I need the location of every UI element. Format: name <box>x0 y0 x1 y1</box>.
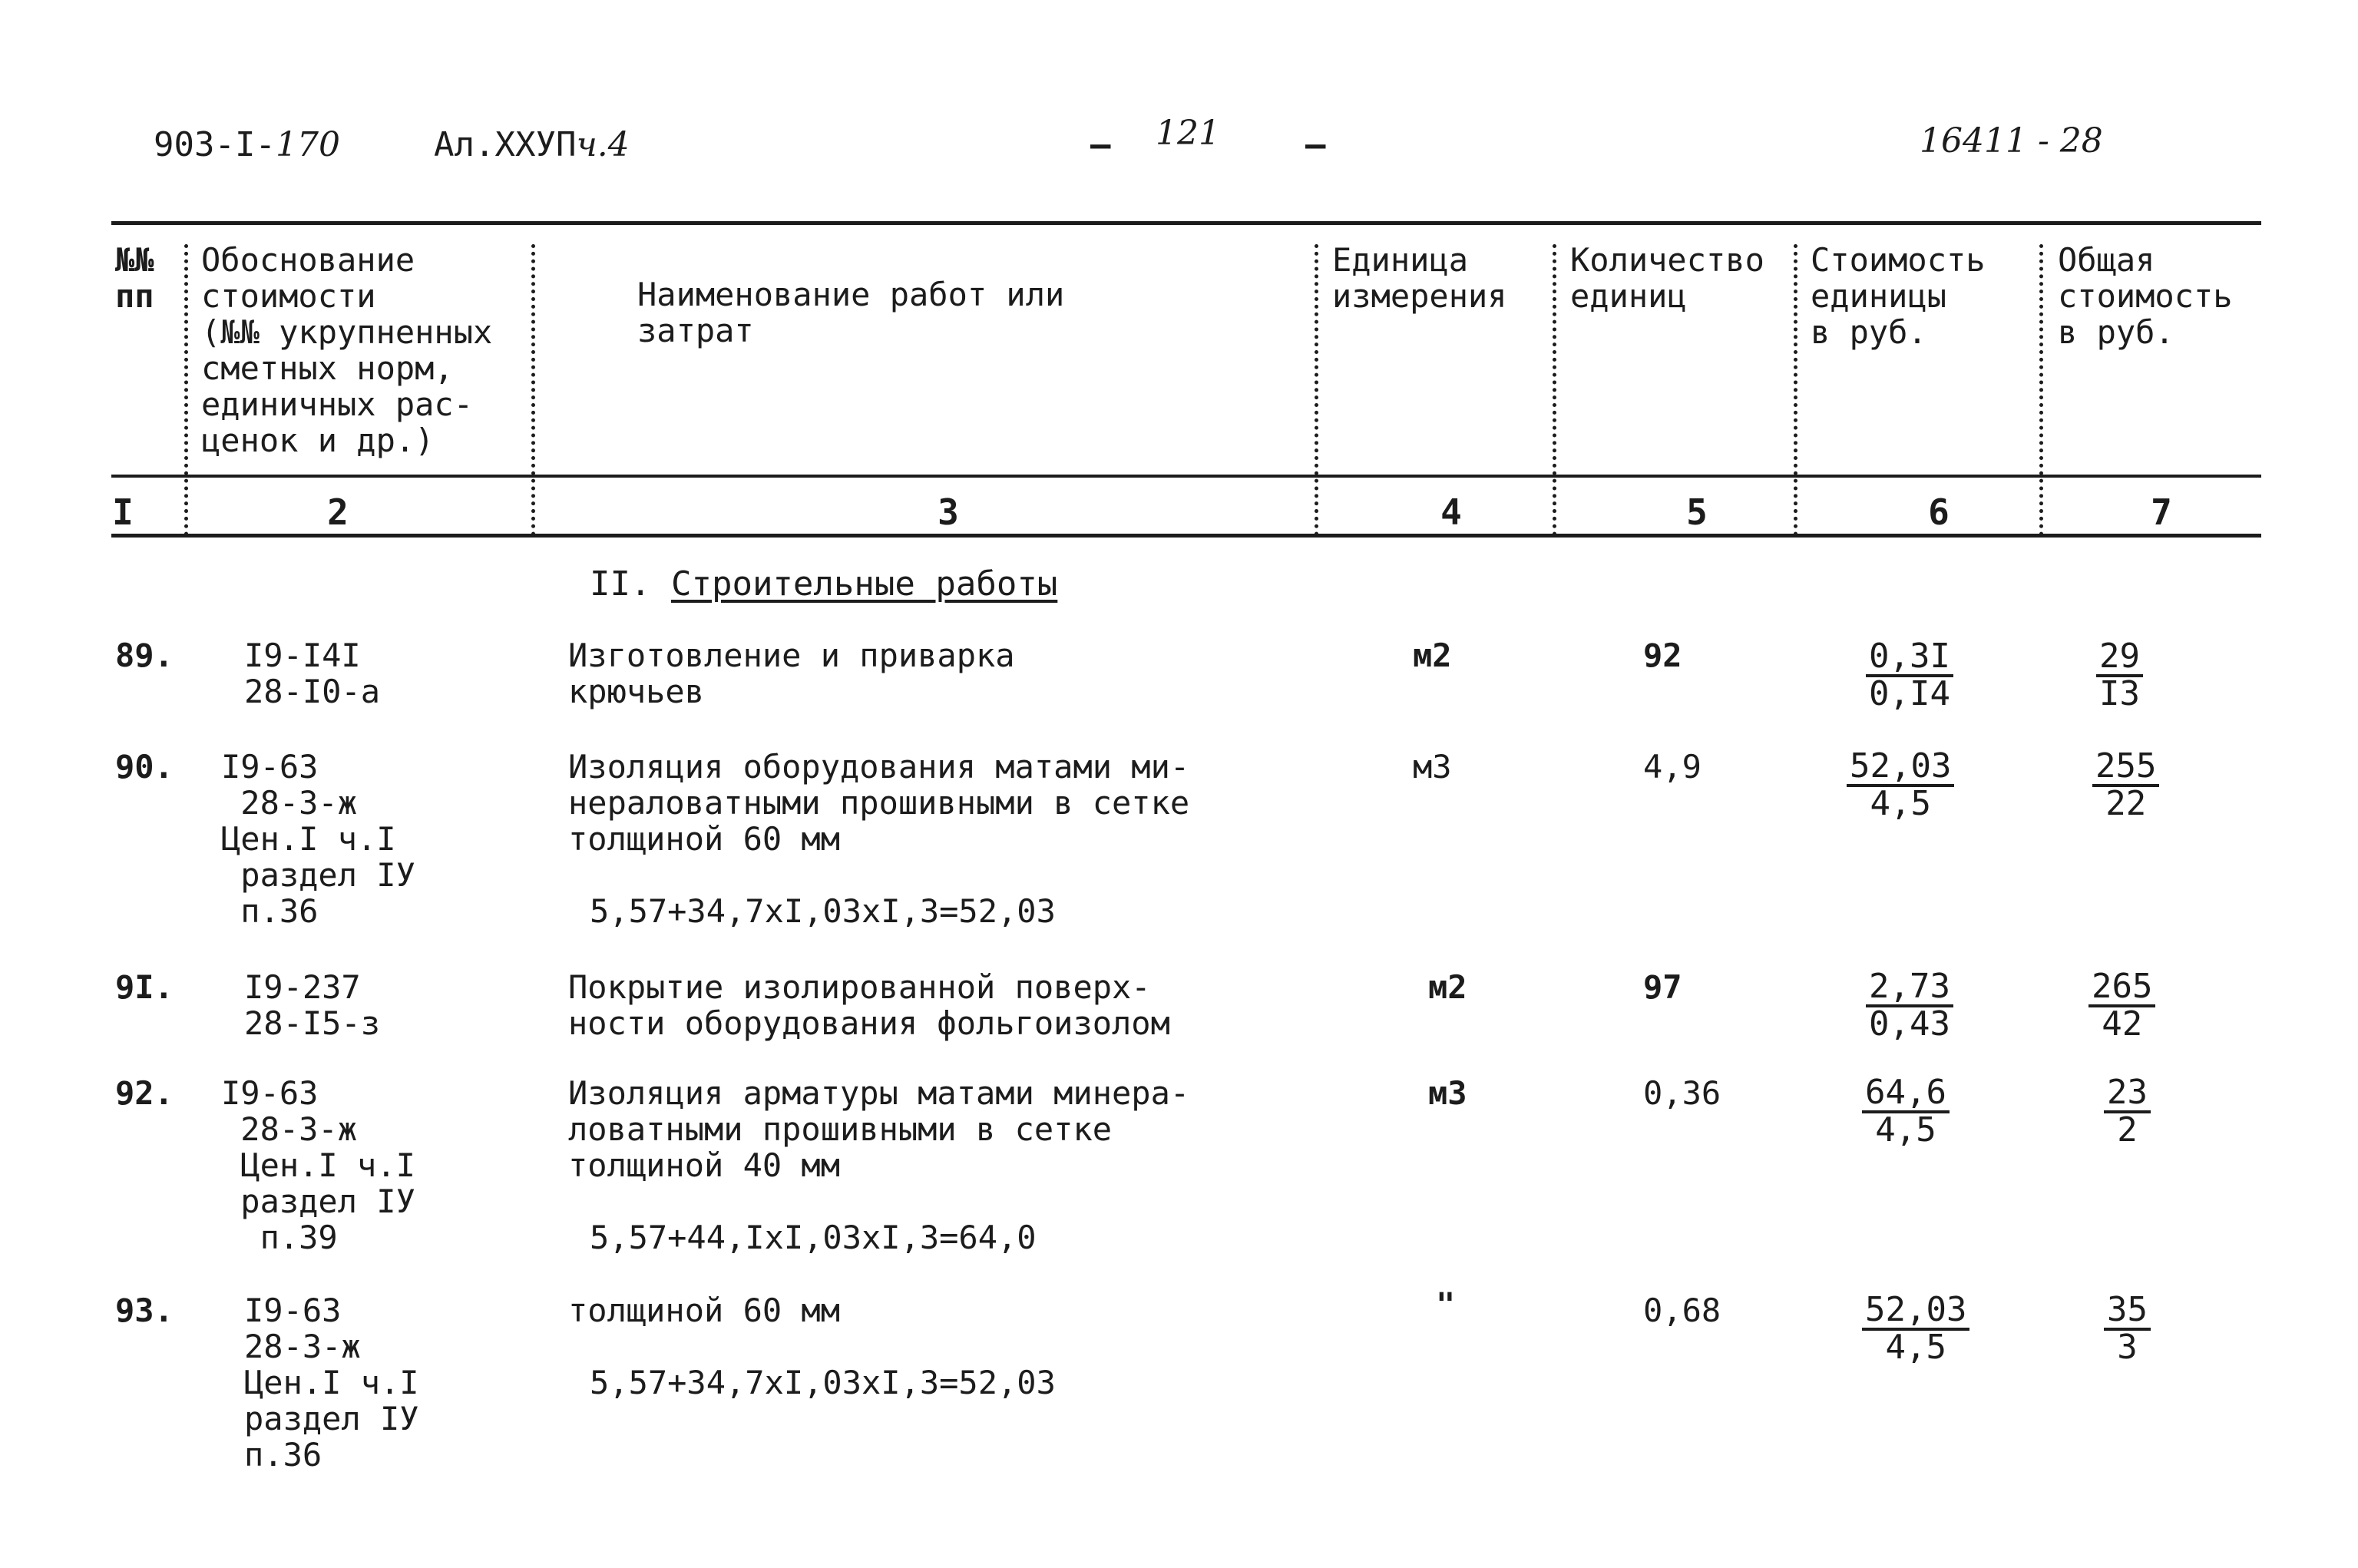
total-cost-numerator: 29 <box>2096 639 2143 677</box>
header-col-quantity: Количество единиц <box>1570 241 1764 315</box>
row-total-cost <box>2096 639 2143 711</box>
total-cost-numerator: 23 <box>2104 1075 2151 1113</box>
header-col-unit: Единица измерения <box>1332 241 1507 315</box>
total-cost-denominator: 2 <box>2117 1110 2138 1150</box>
table-top-rule <box>111 221 2261 225</box>
inventory-number: 16411 - 28 <box>1920 121 2103 160</box>
row-name: Изоляция арматуры матами минера- ловатными прошивными в сетке толщиной 40 мм <box>568 1074 1190 1184</box>
row-unit-ditto: " <box>1436 1285 1456 1323</box>
total-cost-numerator: 35 <box>2104 1292 2151 1331</box>
total-cost-denominator: 42 <box>2102 1004 2143 1044</box>
unit-cost-numerator: 2,73 <box>1866 969 1953 1007</box>
column-numbers-rule <box>111 534 2261 538</box>
row-unit: м2 <box>1413 637 1452 674</box>
section-title-prefix: II. <box>590 564 651 604</box>
row-name: Изоляция оборудования матами ми- нераловатными прошивными в сетке толщиной 60 мм <box>568 748 1190 858</box>
column-separator <box>1315 244 1326 536</box>
section-title-text: Строительные работы <box>670 564 1058 604</box>
row-quantity: 0,68 <box>1643 1292 1721 1329</box>
total-cost-denominator: 3 <box>2117 1328 2138 1367</box>
unit-cost-denominator: 0,43 <box>1869 1004 1950 1044</box>
header-col-name: Наименование работ или затрат <box>637 276 1065 349</box>
row-unit-cost <box>1862 1292 1969 1365</box>
row-number: 92. <box>115 1074 174 1112</box>
document-code <box>154 127 340 163</box>
column-separator <box>2039 244 2051 536</box>
row-quantity: 4,9 <box>1643 748 1702 786</box>
row-unit-cost <box>1862 1073 1950 1150</box>
column-number: I <box>112 491 134 533</box>
row-name: Изготовление и приварка крючьев <box>568 637 1015 710</box>
page-dash-right: – <box>1305 125 1326 164</box>
column-number: 6 <box>1928 491 1950 533</box>
row-unit: м2 <box>1428 968 1467 1006</box>
total-cost-numerator: 265 <box>2088 969 2155 1007</box>
total-cost-numerator: 255 <box>2092 749 2159 787</box>
header-col-total-cost: Общая стоимость в руб. <box>2058 241 2233 351</box>
row-number: 93. <box>115 1292 174 1329</box>
column-number: 5 <box>1686 491 1708 533</box>
row-total-cost <box>2104 1073 2151 1150</box>
header-col-number: №№ пп <box>115 241 154 315</box>
row-number: 90. <box>115 748 174 786</box>
page-number: 121 <box>1156 114 1220 153</box>
row-unit-cost <box>1866 639 1953 711</box>
header-col-basis: Обоснование стоимости (№№ укрупненных сметных норм, единичных рас- ценок и др.) <box>201 241 493 459</box>
unit-cost-denominator: 4,5 <box>1870 784 1931 823</box>
row-number: 89. <box>115 637 174 674</box>
column-separator <box>1794 244 1805 536</box>
unit-cost-numerator: 64,6 <box>1862 1075 1950 1113</box>
album-label-handwritten: ч.4 <box>576 125 630 164</box>
section-title <box>590 566 1057 602</box>
column-number: 7 <box>2151 491 2172 533</box>
header-col-unit-cost: Стоимость единицы в руб. <box>1811 241 1986 351</box>
row-quantity: 0,36 <box>1643 1074 1721 1112</box>
column-separator <box>531 244 543 536</box>
row-total-cost <box>2088 967 2155 1044</box>
row-unit-cost <box>1847 746 1954 823</box>
row-number: 9I. <box>115 968 174 1006</box>
row-unit: м3 <box>1428 1074 1467 1112</box>
row-quantity: 92 <box>1643 637 1682 674</box>
row-quantity: 97 <box>1643 968 1682 1006</box>
column-separator <box>1553 244 1564 536</box>
row-name: Покрытие изолированной поверх- ности оборудования фольгоизолом <box>568 968 1170 1042</box>
row-calculation: 5,57+44,IхI,03хI,3=64,0 <box>590 1219 1037 1256</box>
total-cost-denominator: I3 <box>2099 674 2140 713</box>
unit-cost-numerator: 52,03 <box>1847 749 1954 787</box>
row-unit-cost <box>1866 967 1953 1044</box>
unit-cost-denominator: 4,5 <box>1875 1110 1936 1150</box>
row-basis: I9-63 28-3-ж Цен.I ч.I раздел IУ п.36 <box>244 1292 419 1474</box>
column-number: 4 <box>1440 491 1462 533</box>
row-total-cost <box>2092 746 2159 823</box>
header-separator-rule <box>111 475 2261 478</box>
unit-cost-denominator: 0,I4 <box>1869 674 1950 713</box>
row-basis: I9-63 28-3-ж Цен.I ч.I раздел IУ п.36 <box>221 748 415 930</box>
unit-cost-denominator: 4,5 <box>1885 1328 1946 1367</box>
album-label-printed: Ал.XXУП <box>434 125 577 164</box>
column-separator <box>184 244 196 536</box>
row-total-cost <box>2104 1292 2151 1365</box>
row-calculation: 5,57+34,7хI,03хI,3=52,03 <box>590 1364 1056 1401</box>
row-name: толщиной 60 мм <box>568 1292 841 1329</box>
total-cost-denominator: 22 <box>2105 784 2147 823</box>
row-basis: I9-I4I 28-I0-а <box>244 637 381 710</box>
row-unit: м3 <box>1413 748 1452 786</box>
row-basis: I9-237 28-I5-з <box>244 968 381 1042</box>
unit-cost-numerator: 52,03 <box>1862 1292 1969 1331</box>
row-basis: I9-63 28-3-ж Цен.I ч.I раздел IУ п.39 <box>221 1074 415 1256</box>
page-dash-left: – <box>1090 125 1111 164</box>
document-code-handwritten: 170 <box>275 125 340 164</box>
column-number: 2 <box>327 491 349 533</box>
album-label <box>434 127 630 163</box>
unit-cost-numerator: 0,3I <box>1866 639 1953 677</box>
column-number: 3 <box>938 491 959 533</box>
document-code-printed: 903-I- <box>154 125 276 164</box>
row-calculation: 5,57+34,7хI,03хI,3=52,03 <box>590 892 1056 930</box>
